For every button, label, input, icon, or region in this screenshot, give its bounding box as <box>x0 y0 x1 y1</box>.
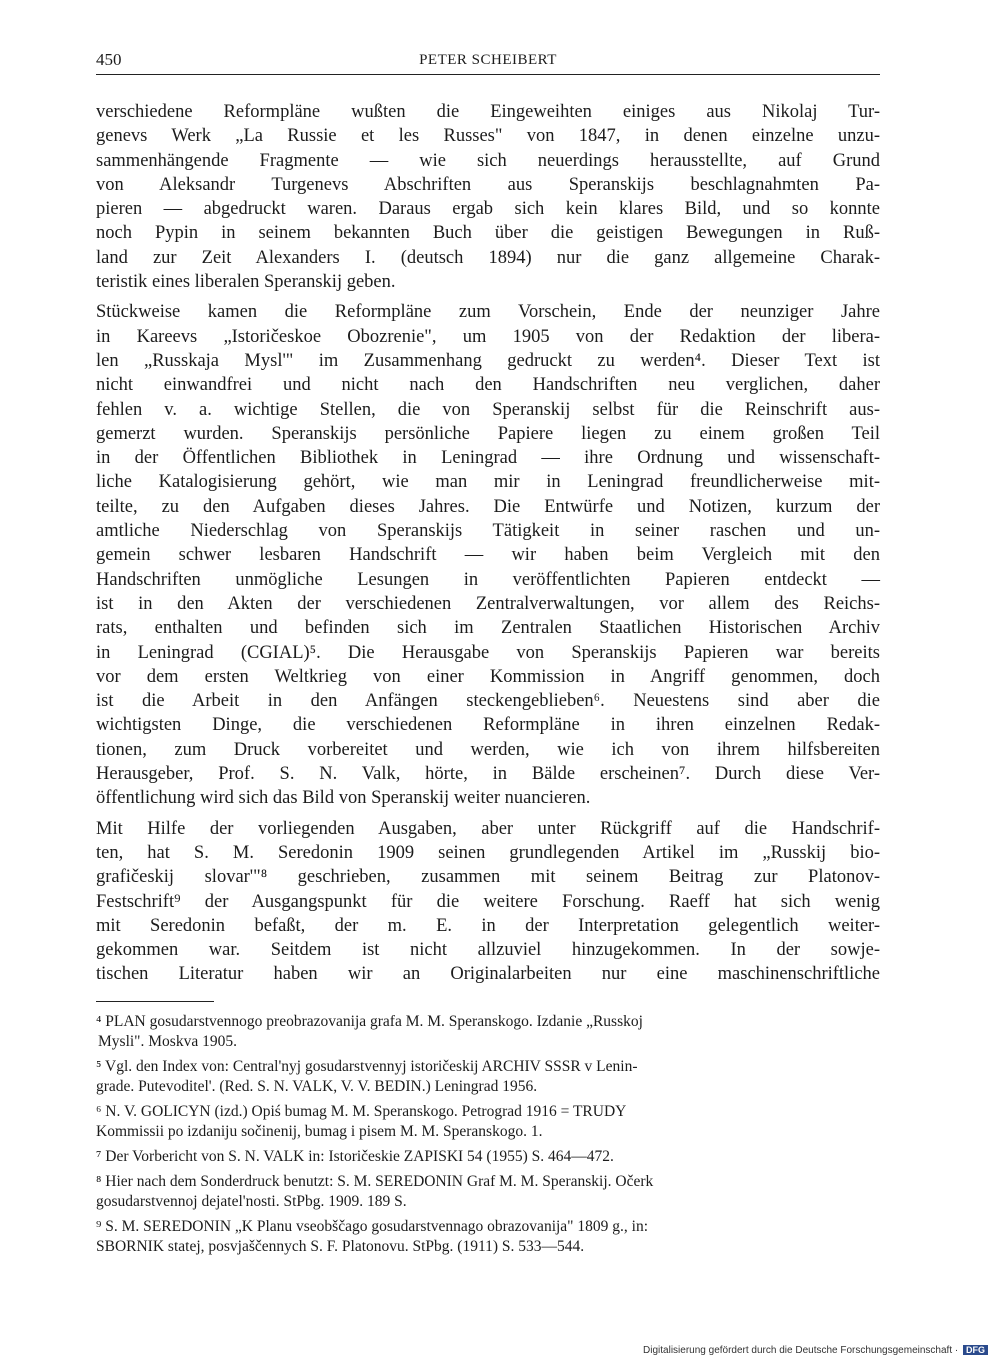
text-line: teristik eines liberalen Speranskij geben. <box>96 272 396 293</box>
footnote-line: ⁹ S. M. SEREDONIN „K Planu vseobščago gosudarstvennago obrazovanija" 1809 g., in: <box>96 1218 648 1235</box>
text-line: nicht einwandfrei und nicht nach den Handschriften neu verglichen, daher <box>96 375 880 396</box>
text-line: pieren — abgedruckt waren. Daraus ergab sich kein klares Bild, und so konnte <box>96 199 880 220</box>
text-line: amtliche Niederschlag von Speranskijs Tätigkeit in seiner raschen und un- <box>96 521 880 542</box>
text-line: Festschrift⁹ der Ausgangspunkt für die weitere Forschung. Raeff hat sich wenig <box>96 891 880 912</box>
text-line: in Kareevs „Istoričeskoe Obozrenie", um 1905 von der Redaktion der libera- <box>96 326 880 347</box>
dfg-logo: DFG <box>963 1345 988 1355</box>
text-line: verschiedene Reformpläne wußten die Eingeweihten einiges aus Nikolaj Tur- <box>96 102 880 122</box>
footnote-line: ⁶ N. V. GOLICYN (izd.) Opiś bumag M. M. Speranskogo. Petrograd 1916 = TRUDY <box>96 1103 627 1120</box>
text-line: tionen, zum Druck vorbereitet und werden, wie ich von ihrem hilfsbereiten <box>96 739 880 760</box>
footnote-line: ⁸ Hier nach dem Sonderdruck benutzt: S. M. SEREDONIN Graf M. M. Speranskij. Očerk <box>96 1173 654 1190</box>
footnote-line: Kommissii po izdaniju sočinenij, bumag i pisem M. M. Speranskogo. 1. <box>96 1123 543 1140</box>
text-line: von Aleksandr Turgenevs Abschriften aus Speranskijs beschlagnahmten Pa- <box>96 174 880 195</box>
footnotes <box>96 1012 880 1257</box>
text-line: mit Seredonin befaßt, der m. E. in der Interpretation gelegentlich weiter- <box>96 915 880 936</box>
footnote-line: grade. Putevoditel'. (Red. S. N. VALK, V. V. BEDIN.) Leningrad 1956. <box>96 1078 538 1095</box>
text-line: gemerzt wurden. Speranskijs persönliche Papiere liegen zu einem großen Teil <box>96 423 880 444</box>
text-line: gekommen war. Seitdem ist nicht allzuviel hinzugekommen. In der sowje- <box>96 940 880 961</box>
text-line: len „Russkaja Mysl'" im Zusammenhang gedruckt zu werden⁴. Dieser Text ist <box>96 350 880 371</box>
text-line: rats, enthalten und befinden sich im Zentralen Staatlichen Historischen Archiv <box>96 618 880 639</box>
running-head: PETER SCHEIBERT <box>419 52 557 68</box>
text-line: genevs Werk „La Russie et les Russes" von 1847, in denen einzelne unzu- <box>96 126 880 147</box>
text-line: tischen Literatur haben wir an Originalarbeiten nur eine maschinenschriftliche <box>96 964 880 985</box>
text-line: liche Katalogisierung gehört, wie man mir in Leningrad freundlicherweise mit- <box>96 472 880 493</box>
footnote-line: ⁵ Vgl. den Index von: Central'nyj gosudarstvennyj istoričeskij ARCHIV SSSR v Lenin- <box>96 1058 638 1075</box>
text-line: Herausgeber, Prof. S. N. Valk, hörte, in Bälde erscheinen⁷. Durch diese Ver- <box>96 764 880 785</box>
text-line: in der Öffentlichen Bibliothek in Leningrad — ihre Ordnung und wissenschaft- <box>96 448 880 469</box>
text-line: ten, hat S. M. Seredonin 1909 seinen grundlegenden Artikel im „Russkij bio- <box>96 842 880 863</box>
digitization-credit <box>643 1345 988 1356</box>
footnote-line: Mysli". Moskva 1905. <box>98 1033 237 1050</box>
text-line: Mit Hilfe der vorliegenden Ausgaben, aber unter Rückgriff auf die Handschrif- <box>96 818 880 839</box>
page-number: 450 <box>96 50 122 69</box>
page-header <box>96 48 880 75</box>
footnote-line: gosudarstvennoj dejatel'nosti. StPbg. 1909. 189 S. <box>96 1193 407 1210</box>
text-line: Stückweise kamen die Reformpläne zum Vorschein, Ende der neunziger Jahre <box>96 302 880 323</box>
text-line: ist die Arbeit in den Anfängen steckengeblieben⁶. Neuestens sind aber die <box>96 691 880 712</box>
text-line: wichtigsten Dinge, die verschiedenen Reformpläne in ihren einzelnen Redak- <box>96 715 880 736</box>
text-line: gemein schwer lesbaren Handschrift — wir haben beim Vergleich mit den <box>96 545 880 566</box>
text-line: teilte, zu den Aufgaben dieses Jahres. Die Entwürfe und Notizen, kurzum der <box>96 496 880 517</box>
credit-text: Digitalisierung gefördert durch die Deutsche Forschungsgemeinschaft · <box>643 1345 959 1356</box>
text-line: sammenhängende Fragmente — wie sich neuerdings herausstellte, auf Grund <box>96 150 880 171</box>
footnote-line: ⁷ Der Vorbericht von S. N. VALK in: Istoričeskie ZAPISKI 54 (1955) S. 464—472. <box>96 1148 614 1165</box>
text-line: Handschriften unmögliche Lesungen in veröffentlichten Papieren entdeckt — <box>96 569 880 590</box>
text-line: öffentlichung wird sich das Bild von Speranskij weiter nuancieren. <box>96 788 591 809</box>
text-line: in Leningrad (CGIAL)⁵. Die Herausgabe von Speranskijs Papieren war bereits <box>96 642 880 663</box>
text-line: ist in den Akten der verschiedenen Zentralverwaltungen, vor allem des Reichs- <box>96 593 880 614</box>
text-line: vor dem ersten Weltkrieg von einer Kommission in Angriff genommen, doch <box>96 666 880 687</box>
body-text <box>96 100 880 987</box>
text-line: noch Pypin in seinem bekannten Buch über die geistigen Bewegungen in Ruß- <box>96 223 880 244</box>
footnote-line: SBORNIK statej, posvjaščennych S. F. Platonovu. StPbg. (1911) S. 533—544. <box>96 1238 585 1255</box>
footnote-divider <box>96 1001 214 1002</box>
text-line: fehlen v. a. wichtige Stellen, die von Speranskij selbst für die Reinschrift aus- <box>96 399 880 420</box>
text-line: land zur Zeit Alexanders I. (deutsch 1894) nur die ganz allgemeine Charak- <box>96 247 880 268</box>
text-line: grafičeskij slovar'"⁸ geschrieben, zusammen mit seinem Beitrag zur Platonov- <box>96 867 880 888</box>
footnote-line: ⁴ PLAN gosudarstvennogo preobrazovanija grafa M. M. Speranskogo. Izdanie „Russkoj <box>96 1013 643 1030</box>
